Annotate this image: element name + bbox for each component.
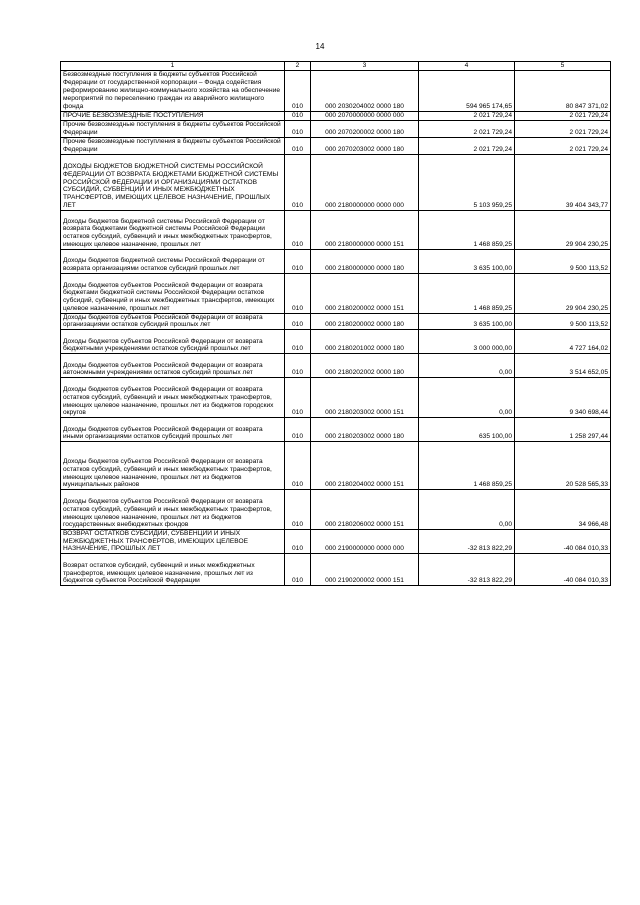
table-row [61, 529, 611, 553]
row-budget-code: 000 2070000000 0000 000 [311, 111, 419, 120]
row-budget-code: 000 2180000000 0000 180 [311, 249, 419, 273]
table-row [61, 353, 611, 377]
row-col5-value: 9 500 113,52 [515, 249, 611, 273]
row-col5-value: -40 084 010,33 [515, 529, 611, 553]
row-col4-value: 3 635 100,00 [419, 313, 515, 329]
row-budget-code: 000 2030204002 0000 180 [311, 71, 419, 112]
row-col4-value: 0,00 [419, 353, 515, 377]
table-row [61, 554, 611, 586]
row-line-code: 010 [285, 249, 311, 273]
table-row [61, 273, 611, 313]
header-cell: 1 [61, 62, 285, 71]
row-name: Доходы бюджетов субъектов Российской Федерации от возврата остатков субсидий, субвенций и иных межбюджетных трансфертов, имеющих целевое назначение, прошлых лет из бюджетов государственных внебюджетных фондов [61, 489, 285, 529]
row-name: Доходы бюджетов субъектов Российской Федерации от возврата остатков субсидий, субвенций и иных межбюджетных трансфертов, имеющих целевое назначение, прошлых лет из бюджетов городских округов [61, 377, 285, 417]
row-budget-code: 000 2180206002 0000 151 [311, 489, 419, 529]
header-cell: 2 [285, 62, 311, 71]
row-col5-value: 29 904 230,25 [515, 210, 611, 249]
row-budget-code: 000 2180202002 0000 180 [311, 353, 419, 377]
row-budget-code: 000 2180000000 0000 151 [311, 210, 419, 249]
row-line-code: 010 [285, 353, 311, 377]
row-budget-code: 000 2190000000 0000 000 [311, 529, 419, 553]
row-line-code: 010 [285, 529, 311, 553]
table-row [61, 137, 611, 154]
row-col5-value: 34 966,48 [515, 489, 611, 529]
row-col4-value: 3 635 100,00 [419, 249, 515, 273]
row-name: Доходы бюджетов субъектов Российской Федерации от возврата иными организациями остатков субсидий прошлых лет [61, 417, 285, 441]
row-col4-value: 1 468 859,25 [419, 273, 515, 313]
row-line-code: 010 [285, 137, 311, 154]
table-row [61, 111, 611, 120]
row-col5-value: 39 404 343,77 [515, 154, 611, 210]
report-table [60, 61, 611, 586]
table-row [61, 329, 611, 353]
row-col5-value: 9 340 698,44 [515, 377, 611, 417]
table-row [61, 154, 611, 210]
row-name: Доходы бюджетов бюджетной системы Российской Федерации от возврата организациями остатков субсидий прошлых лет [61, 249, 285, 273]
row-budget-code: 000 2180203002 0000 180 [311, 417, 419, 441]
row-col5-value: 1 258 297,44 [515, 417, 611, 441]
row-budget-code: 000 2180200002 0000 180 [311, 313, 419, 329]
row-line-code: 010 [285, 441, 311, 489]
table-row [61, 377, 611, 417]
row-budget-code: 000 2180000000 0000 000 [311, 154, 419, 210]
row-line-code: 010 [285, 489, 311, 529]
table-row [61, 417, 611, 441]
row-col4-value: 5 103 959,25 [419, 154, 515, 210]
row-budget-code: 000 2180201002 0000 180 [311, 329, 419, 353]
row-col4-value: 2 021 729,24 [419, 137, 515, 154]
row-name: ВОЗВРАТ ОСТАТКОВ СУБСИДИЙ, СУБВЕНЦИЙ И ИНЫХ МЕЖБЮДЖЕТНЫХ ТРАНСФЕРТОВ, ИМЕЮЩИХ ЦЕЛЕВОЕ НАЗНАЧЕНИЕ, ПРОШЛЫХ ЛЕТ [61, 529, 285, 553]
row-col4-value: 1 468 859,25 [419, 210, 515, 249]
row-col4-value: 3 000 000,00 [419, 329, 515, 353]
row-budget-code: 000 2070200002 0000 180 [311, 120, 419, 137]
row-col4-value: 635 100,00 [419, 417, 515, 441]
table-row [61, 71, 611, 112]
row-line-code: 010 [285, 210, 311, 249]
row-name: Доходы бюджетов бюджетной системы Российской Федерации от возврата бюджетами бюджетной системы Российской Федерации остатков субсидий, субвенций и иных межбюджетных трансфертов, имеющих целевое назначение, прошлых лет [61, 210, 285, 249]
table-row [61, 210, 611, 249]
row-col4-value: 594 965 174,65 [419, 71, 515, 112]
row-line-code: 010 [285, 71, 311, 112]
row-col4-value: 2 021 729,24 [419, 120, 515, 137]
row-col5-value: 80 847 371,02 [515, 71, 611, 112]
header-cell: 5 [515, 62, 611, 71]
row-name: Доходы бюджетов субъектов Российской Федерации от возврата остатков субсидий, субвенций и иных межбюджетных трансфертов, имеющих целевое назначение, прошлых лет из бюджетов муниципальных районов [61, 441, 285, 489]
row-line-code: 010 [285, 313, 311, 329]
row-col5-value: 2 021 729,24 [515, 111, 611, 120]
row-col5-value: 3 514 652,05 [515, 353, 611, 377]
row-col4-value: 2 021 729,24 [419, 111, 515, 120]
row-line-code: 010 [285, 554, 311, 586]
row-col5-value: 9 500 113,52 [515, 313, 611, 329]
row-name: ПРОЧИЕ БЕЗВОЗМЕЗДНЫЕ ПОСТУПЛЕНИЯ [61, 111, 285, 120]
row-line-code: 010 [285, 377, 311, 417]
table-row [61, 441, 611, 489]
table-row [61, 489, 611, 529]
row-line-code: 010 [285, 154, 311, 210]
row-col5-value: 4 727 164,02 [515, 329, 611, 353]
table-row [61, 249, 611, 273]
row-col5-value: 29 904 230,25 [515, 273, 611, 313]
row-name: Безвозмездные поступления в бюджеты субъектов Российской Федерации от государственной корпорации – Фонда содействия реформированию жилищно-коммунального хозяйства на обеспечение мероприятий по переселению граждан из аварийного жилищного фонда [61, 71, 285, 112]
row-line-code: 010 [285, 329, 311, 353]
row-name: ДОХОДЫ БЮДЖЕТОВ БЮДЖЕТНОЙ СИСТЕМЫ РОССИЙСКОЙ ФЕДЕРАЦИИ ОТ ВОЗВРАТА БЮДЖЕТАМИ БЮДЖЕТНОЙ СИСТЕМЫ РОССИЙСКОЙ ФЕДЕРАЦИИ И ОРГАНИЗАЦИЯМИ ОСТАТКОВ СУБСИДИЙ, СУБВЕНЦИЙ И ИНЫХ МЕЖБЮДЖЕТНЫХ ТРАНСФЕРТОВ, ИМЕЮЩИХ ЦЕЛЕВОЕ НАЗНАЧЕНИЕ, ПРОШЛЫХ ЛЕТ [61, 154, 285, 210]
row-line-code: 010 [285, 417, 311, 441]
row-name: Доходы бюджетов субъектов Российской Федерации от возврата бюджетами бюджетной системы Российской Федерации остатков субсидий, субвенций и иных межбюджетных трансфертов, имеющих целевое назначение, прошлых лет [61, 273, 285, 313]
row-col4-value: -32 813 822,29 [419, 529, 515, 553]
row-line-code: 010 [285, 273, 311, 313]
row-col4-value: 0,00 [419, 489, 515, 529]
row-col4-value: 0,00 [419, 377, 515, 417]
row-col4-value: 1 468 859,25 [419, 441, 515, 489]
row-budget-code: 000 2180200002 0000 151 [311, 273, 419, 313]
table-row [61, 120, 611, 137]
header-cell: 3 [311, 62, 419, 71]
row-name: Возврат остатков субсидий, субвенций и иных межбюджетных трансфертов, имеющих целевое назначение, прошлых лет из бюджетов субъектов Российской Федерации [61, 554, 285, 586]
row-name: Прочие безвозмездные поступления в бюджеты субъектов Российской Федерации [61, 120, 285, 137]
row-budget-code: 000 2180204002 0000 151 [311, 441, 419, 489]
header-row [61, 62, 611, 71]
row-line-code: 010 [285, 111, 311, 120]
row-col5-value: 2 021 729,24 [515, 137, 611, 154]
row-col5-value: 20 528 565,33 [515, 441, 611, 489]
row-col5-value: 2 021 729,24 [515, 120, 611, 137]
row-name: Доходы бюджетов субъектов Российской Федерации от возврата организациями остатков субсидий прошлых лет [61, 313, 285, 329]
row-budget-code: 000 2180203002 0000 151 [311, 377, 419, 417]
row-name: Прочие безвозмездные поступления в бюджеты субъектов Российской Федерации [61, 137, 285, 154]
row-name: Доходы бюджетов субъектов Российской Федерации от возврата автономными учреждениями остатков субсидий прошлых лет [61, 353, 285, 377]
table-row [61, 313, 611, 329]
row-budget-code: 000 2190200002 0000 151 [311, 554, 419, 586]
header-cell: 4 [419, 62, 515, 71]
row-name: Доходы бюджетов субъектов Российской Федерации от возврата бюджетными учреждениями остатков субсидий прошлых лет [61, 329, 285, 353]
row-col5-value: -40 084 010,33 [515, 554, 611, 586]
row-line-code: 010 [285, 120, 311, 137]
row-budget-code: 000 2070203002 0000 180 [311, 137, 419, 154]
row-col4-value: -32 813 822,29 [419, 554, 515, 586]
page-number: 14 [315, 42, 325, 51]
